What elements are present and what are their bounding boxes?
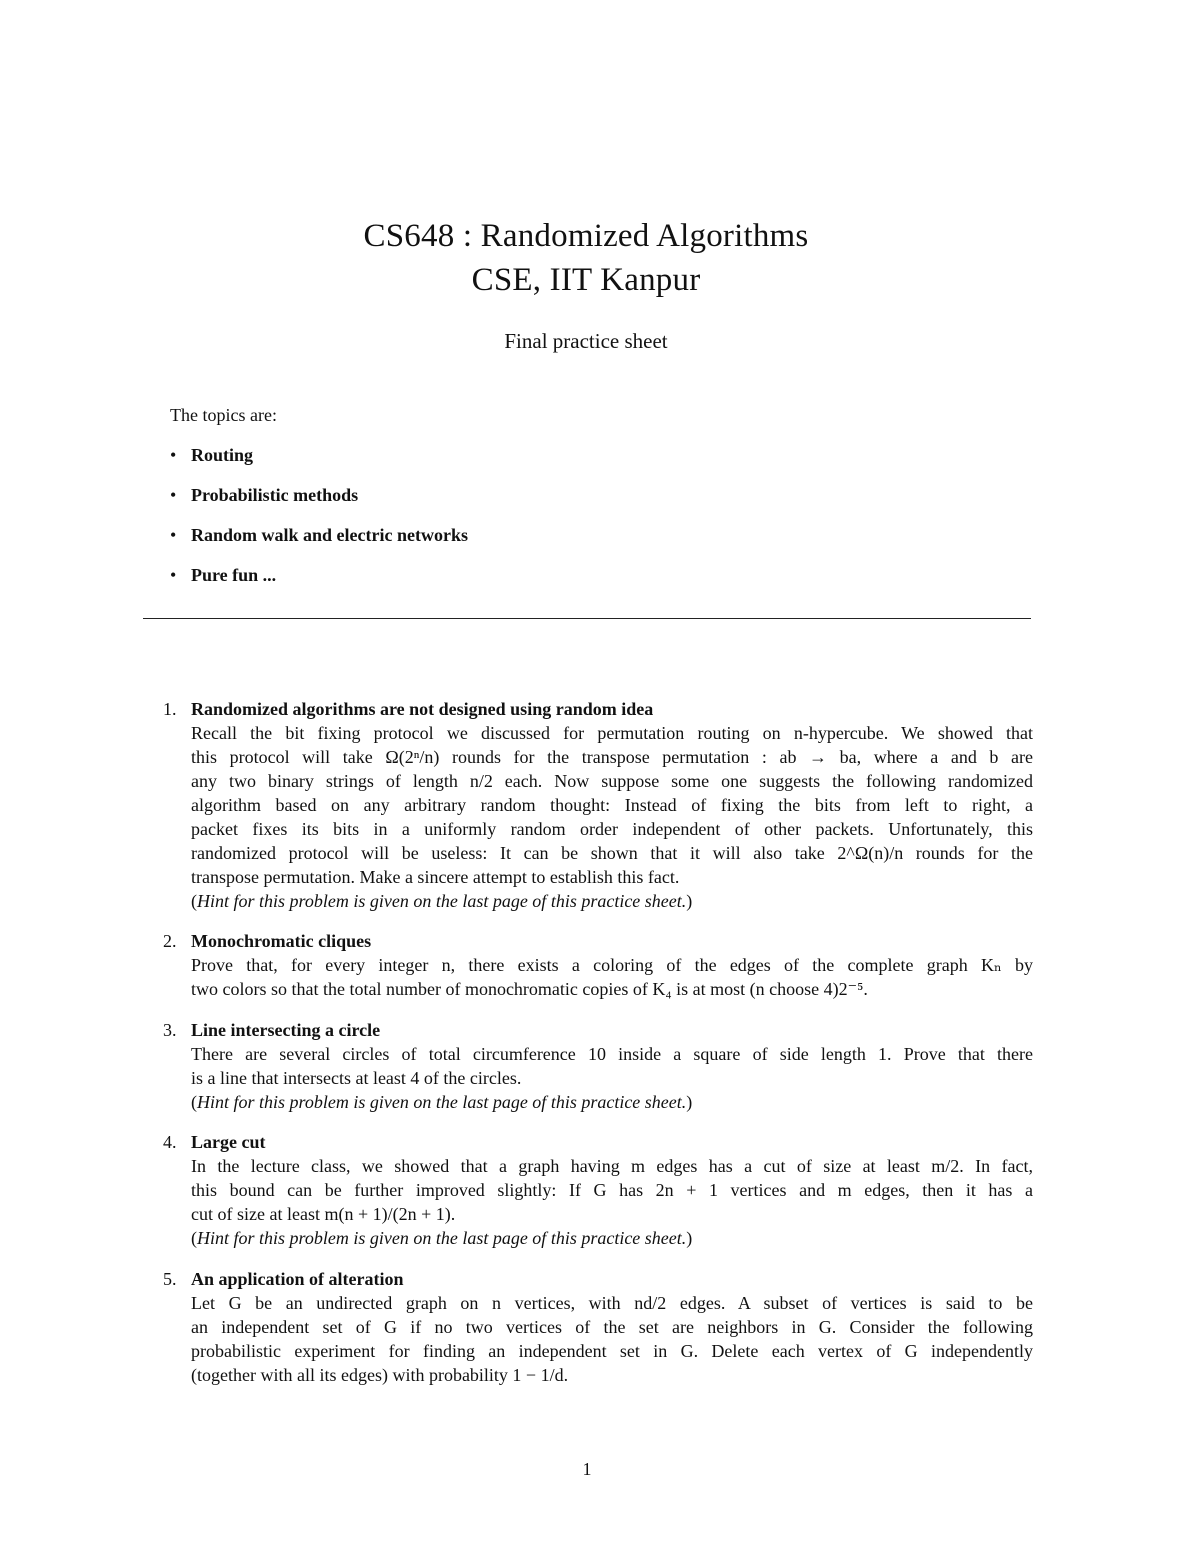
horizontal-divider xyxy=(143,618,1031,619)
problem-title: Monochromatic cliques xyxy=(191,931,372,951)
sheet-subtitle: Final practice sheet xyxy=(504,329,668,353)
problem-title: An application of alteration xyxy=(191,1269,404,1289)
department-title: CSE, IIT Kanpur xyxy=(471,262,701,298)
problem-title: Randomized algorithms are not designed using random idea xyxy=(191,699,654,719)
topics-intro: The topics are: xyxy=(170,405,277,425)
problem-body xyxy=(191,929,1033,1001)
hint-text: Hint for this problem is given on the last page of this practice sheet. xyxy=(197,1092,687,1112)
problem-body xyxy=(191,697,1033,913)
topics-list xyxy=(170,443,468,603)
problem-text-line: this protocol will take Ω(2ⁿ/n) rounds for the transpose permutation : ab → ba, where a and b are xyxy=(191,747,1033,767)
bullet-icon: • xyxy=(170,445,177,465)
problem-number: 5. xyxy=(163,1269,177,1289)
problem-text-line: In the lecture class, we showed that a graph having m edges has a cut of size at least m/2. In fact, xyxy=(191,1156,1033,1176)
problem-title: Large cut xyxy=(191,1132,266,1152)
problem-body xyxy=(191,1018,1033,1114)
problem-text-line: packet fixes its bits in a uniformly random order independent of other packets. Unfortunately, this xyxy=(191,819,1033,839)
topic-item xyxy=(170,443,468,483)
problem-number: 4. xyxy=(163,1132,177,1152)
problem-text-line: Prove that, for every integer n, there exists a coloring of the edges of the complete graph Kₙ by xyxy=(191,955,1033,975)
problem-title: Line intersecting a circle xyxy=(191,1020,381,1040)
problem-number: 3. xyxy=(163,1020,177,1040)
hint-text: Hint for this problem is given on the last page of this practice sheet. xyxy=(197,1228,687,1248)
problem-4 xyxy=(163,1130,1033,1250)
problem-body xyxy=(191,1130,1033,1250)
topic-label: Random walk and electric networks xyxy=(191,525,468,545)
problem-text-line: cut of size at least m(n + 1)/(2n + 1). xyxy=(191,1204,456,1224)
topic-label: Routing xyxy=(191,445,254,465)
bullet-icon: • xyxy=(170,485,177,505)
problem-text-line: probabilistic experiment for finding an independent set in G. Delete each vertex of G independently xyxy=(191,1341,1033,1361)
topic-item xyxy=(170,523,468,563)
problem-text-line: (together with all its edges) with probability 1 − 1/d. xyxy=(191,1365,569,1385)
problem-text-line: algorithm based on any arbitrary random thought: Instead of fixing the bits from left to right, a xyxy=(191,795,1033,815)
page-number: 1 xyxy=(582,1459,592,1479)
problem-5 xyxy=(163,1267,1033,1387)
problem-text-line: any two binary strings of length n/2 each. Now suppose some one suggests the following randomized xyxy=(191,771,1033,791)
problem-text-line: Let G be an undirected graph on n vertices, with nd/2 edges. A subset of vertices is said to be xyxy=(191,1293,1033,1313)
bullet-icon: • xyxy=(170,525,177,545)
problem-hint: (Hint for this problem is given on the last page of this practice sheet.) xyxy=(191,1092,693,1112)
problem-2 xyxy=(163,929,1033,1001)
problem-body xyxy=(191,1267,1033,1387)
problem-text-line: is a line that intersects at least 4 of the circles. xyxy=(191,1068,522,1088)
problem-text-line: Recall the bit fixing protocol we discussed for permutation routing on n-hypercube. We showed that xyxy=(191,723,1033,743)
bullet-icon: • xyxy=(170,565,177,585)
problem-text-line: randomized protocol will be useless: It can be shown that it will also take 2^Ω(n)/n rounds for the xyxy=(191,843,1033,863)
topic-label: Probabilistic methods xyxy=(191,485,359,505)
course-title: CS648 : Randomized Algorithms xyxy=(363,218,809,254)
problem-text-line: transpose permutation. Make a sincere attempt to establish this fact. xyxy=(191,867,680,887)
topic-item xyxy=(170,483,468,523)
problem-1 xyxy=(163,697,1033,913)
problem-text-line: There are several circles of total circumference 10 inside a square of side length 1. Prove that there xyxy=(191,1044,1033,1064)
topic-item xyxy=(170,563,468,603)
problem-text-line: this bound can be further improved slightly: If G has 2n + 1 vertices and m edges, then it has a xyxy=(191,1180,1033,1200)
problem-hint: (Hint for this problem is given on the last page of this practice sheet.) xyxy=(191,891,693,911)
problem-hint: (Hint for this problem is given on the last page of this practice sheet.) xyxy=(191,1228,693,1248)
topic-label: Pure fun ... xyxy=(191,565,277,585)
problem-3 xyxy=(163,1018,1033,1114)
problem-number: 1. xyxy=(163,699,177,719)
problem-text-line: two colors so that the total number of monochromatic copies of K₄ is at most (n choose 4)2⁻⁵. xyxy=(191,979,868,999)
hint-text: Hint for this problem is given on the last page of this practice sheet. xyxy=(197,891,687,911)
problem-number: 2. xyxy=(163,931,177,951)
problem-text-line: an independent set of G if no two vertices of the set are neighbors in G. Consider the following xyxy=(191,1317,1033,1337)
